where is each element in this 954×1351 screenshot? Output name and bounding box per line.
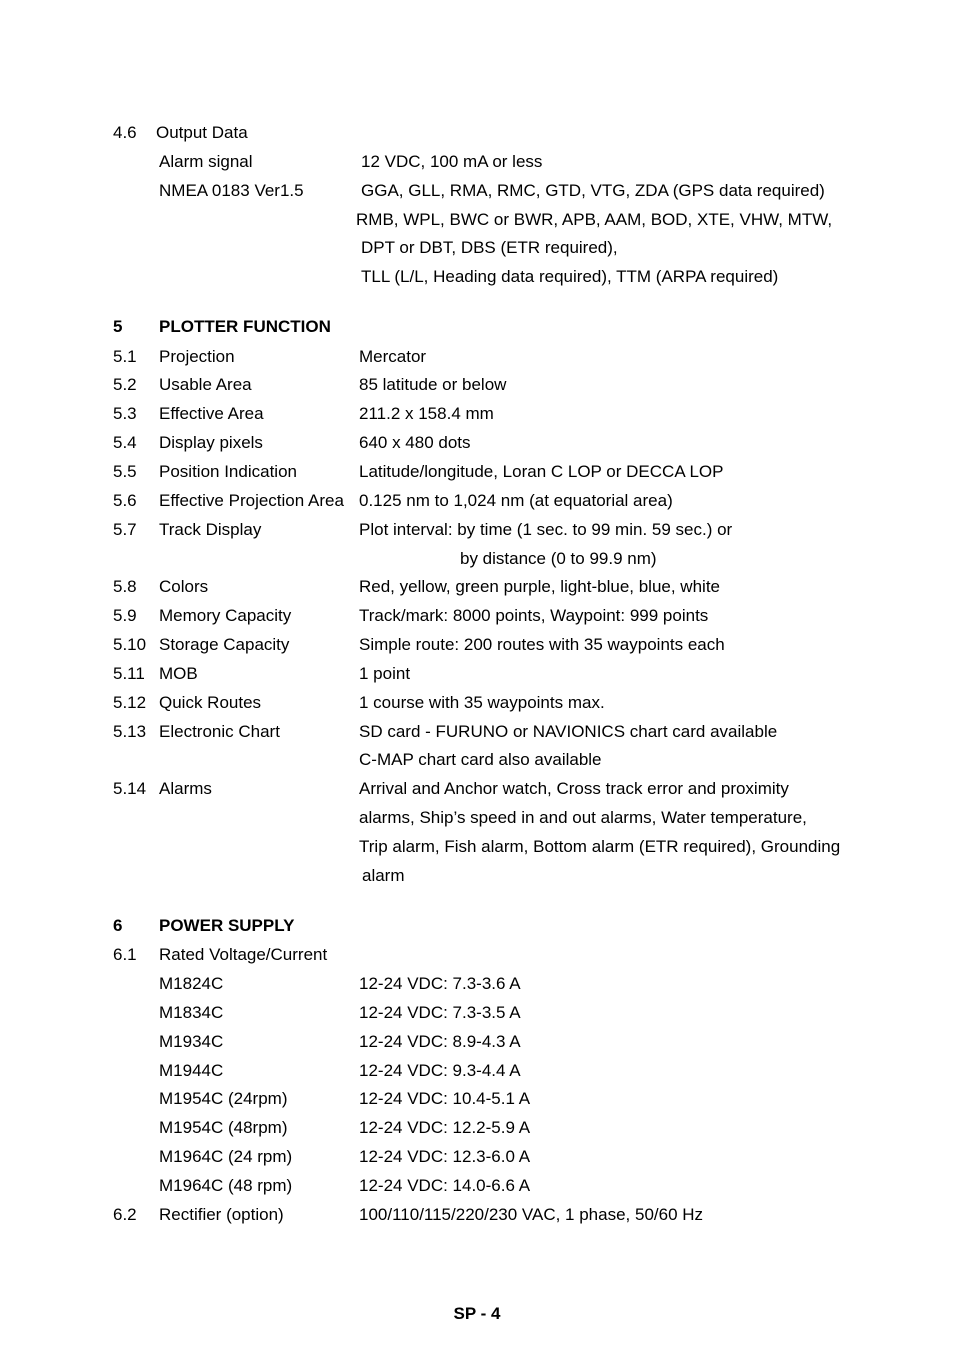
spec-value: 0.125 nm to 1,024 nm (at equatorial area) xyxy=(359,491,673,510)
spec-value: Latitude/longitude, Loran C LOP or DECCA LOP xyxy=(359,462,724,481)
spec-label: Position Indication xyxy=(159,462,297,481)
alarm-signal-value: 12 VDC, 100 mA or less xyxy=(361,152,543,171)
nmea-line: DPT or DBT, DBS (ETR required), xyxy=(361,238,618,257)
spec-number: 5.13 xyxy=(113,722,147,741)
spec-label: MOB xyxy=(159,664,198,683)
spec-label: Track Display xyxy=(159,520,262,539)
spec-number: 5.6 xyxy=(113,491,137,510)
model-value: 12-24 VDC: 7.3-3.6 A xyxy=(359,974,521,993)
model-value: 12-24 VDC: 12.2-5.9 A xyxy=(359,1118,531,1137)
spec-number: 5.14 xyxy=(113,779,147,798)
spec-value: Arrival and Anchor watch, Cross track error and proximity xyxy=(359,779,789,798)
spec-value: 640 x 480 dots xyxy=(359,433,471,452)
spec-label: Usable Area xyxy=(159,375,252,394)
section-4-6-title: Output Data xyxy=(156,123,248,142)
spec-value: 1 course with 35 waypoints max. xyxy=(359,693,605,712)
spec-label: Storage Capacity xyxy=(159,635,290,654)
alarm-signal-label: Alarm signal xyxy=(159,152,253,171)
spec-value: 85 latitude or below xyxy=(359,375,507,394)
spec-value-continuation: Trip alarm, Fish alarm, Bottom alarm (ETR required), Grounding xyxy=(359,837,841,856)
model-label: M1834C xyxy=(159,1003,224,1022)
model-value: 12-24 VDC: 10.4-5.1 A xyxy=(359,1089,531,1108)
model-value: 12-24 VDC: 9.3-4.4 A xyxy=(359,1061,521,1080)
spec-value-continuation: C-MAP chart card also available xyxy=(359,750,602,769)
spec-value-continuation: alarm xyxy=(362,866,405,885)
spec-label: Display pixels xyxy=(159,433,263,452)
section-4-6-number: 4.6 xyxy=(113,123,137,142)
page-number: SP - 4 xyxy=(453,1304,501,1323)
spec-number: 5.3 xyxy=(113,404,137,423)
spec-label: Effective Projection Area xyxy=(159,491,344,510)
nmea-line: TLL (L/L, Heading data required), TTM (ARPA required) xyxy=(361,267,779,286)
model-value: 12-24 VDC: 12.3-6.0 A xyxy=(359,1147,531,1166)
spec-value: 1 point xyxy=(359,664,411,683)
spec-label: Projection xyxy=(159,347,235,366)
spec-number: 5.12 xyxy=(113,693,147,712)
spec-label: Effective Area xyxy=(159,404,264,423)
section-6-2-number: 6.2 xyxy=(113,1205,137,1224)
model-label: M1944C xyxy=(159,1061,224,1080)
model-label: M1934C xyxy=(159,1032,224,1051)
spec-label: Colors xyxy=(159,577,209,596)
model-value: 12-24 VDC: 7.3-3.5 A xyxy=(359,1003,521,1022)
model-value: 12-24 VDC: 14.0-6.6 A xyxy=(359,1176,531,1195)
spec-value: 211.2 x 158.4 mm xyxy=(359,404,494,423)
spec-value: Mercator xyxy=(359,347,427,366)
spec-value: Plot interval: by time (1 sec. to 99 min. 59 sec.) or xyxy=(359,520,733,539)
spec-number: 5.8 xyxy=(113,577,137,596)
section-6-1-title: Rated Voltage/Current xyxy=(159,945,328,964)
model-value: 12-24 VDC: 8.9-4.3 A xyxy=(359,1032,521,1051)
spec-number: 5.7 xyxy=(113,520,137,539)
spec-value: Track/mark: 8000 points, Waypoint: 999 points xyxy=(359,606,709,625)
model-label: M1954C (24rpm) xyxy=(159,1089,288,1108)
spec-number: 5.4 xyxy=(113,433,137,452)
model-label: M1964C (24 rpm) xyxy=(159,1147,293,1166)
spec-label: Electronic Chart xyxy=(159,722,280,741)
section-5-title: PLOTTER FUNCTION xyxy=(159,317,331,336)
model-label: M1964C (48 rpm) xyxy=(159,1176,293,1195)
spec-number: 5.11 xyxy=(113,664,145,683)
rectifier-label: Rectifier (option) xyxy=(159,1205,284,1224)
spec-label: Memory Capacity xyxy=(159,606,292,625)
spec-label: Quick Routes xyxy=(159,693,262,712)
nmea-line: GGA, GLL, RMA, RMC, GTD, VTG, ZDA (GPS data required) xyxy=(361,181,825,200)
spec-value: Red, yellow, green purple, light-blue, blue, white xyxy=(359,577,720,596)
spec-number: 5.10 xyxy=(113,635,147,654)
model-label: M1954C (48rpm) xyxy=(159,1118,288,1137)
section-5-number: 5 xyxy=(113,317,123,336)
rectifier-value: 100/110/115/220/230 VAC, 1 phase, 50/60 Hz xyxy=(359,1205,704,1224)
spec-value-continuation: alarms, Ship’s speed in and out alarms, Water temperature, xyxy=(359,808,807,827)
section-6-number: 6 xyxy=(113,916,123,935)
spec-number: 5.2 xyxy=(113,375,137,394)
spec-number: 5.1 xyxy=(113,347,137,366)
model-label: M1824C xyxy=(159,974,224,993)
spec-value: Simple route: 200 routes with 35 waypoints each xyxy=(359,635,725,654)
spec-value: SD card - FURUNO or NAVIONICS chart card available xyxy=(359,722,778,741)
nmea-line: RMB, WPL, BWC or BWR, APB, AAM, BOD, XTE, VHW, MTW, xyxy=(356,210,833,229)
spec-value-continuation: by distance (0 to 99.9 nm) xyxy=(460,549,657,568)
section-6-1-number: 6.1 xyxy=(113,945,137,964)
section-6-title: POWER SUPPLY xyxy=(159,916,295,935)
spec-number: 5.9 xyxy=(113,606,137,625)
spec-label: Alarms xyxy=(159,779,212,798)
nmea-label: NMEA 0183 Ver1.5 xyxy=(159,181,304,200)
spec-number: 5.5 xyxy=(113,462,137,481)
